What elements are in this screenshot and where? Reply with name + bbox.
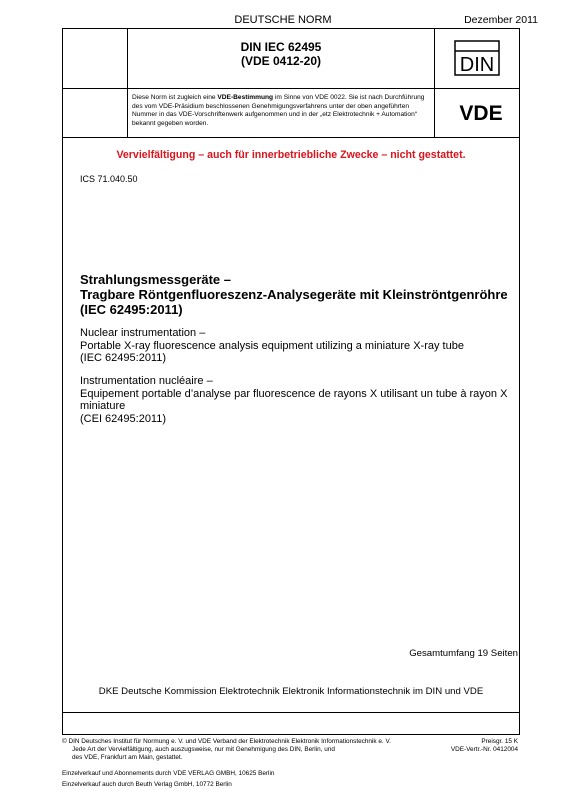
dke-line: DKE Deutsche Kommission Elektrotechnik Elektronik Informationstechnik im DIN und VDE xyxy=(98,686,484,697)
title-fr-line: Instrumentation nucléaire – xyxy=(80,375,213,387)
document-series: DEUTSCHE NORM xyxy=(234,14,332,26)
title-de-line: (IEC 62495:2011) xyxy=(80,302,183,317)
header-divider-right xyxy=(434,28,435,138)
title-de-line: Strahlungsmessgeräte – xyxy=(80,272,232,287)
notice-text-bold: VDE-Bestimmung xyxy=(217,94,274,101)
sales-beuth: Einzelverkauf auch durch Beuth Verlag GmbH, 10772 Berlin xyxy=(62,781,232,788)
din-logo-text: DIN xyxy=(459,54,495,76)
ics-code: ICS 71.040.50 xyxy=(80,174,138,184)
title-german xyxy=(80,272,510,317)
vde-logo xyxy=(446,101,516,123)
total-pages: Gesamtumfang 19 Seiten xyxy=(409,648,518,659)
copyright-line: © DIN Deutsches Institut für Normung e. V. und VDE Verband der Elektrotechnik Elektronik Informationstechnik e. V. xyxy=(62,738,391,745)
copyright-line: des VDE, Frankfurt am Main, gestattet. xyxy=(72,753,183,761)
vde-order-number: VDE-Vertr.-Nr. 0412004 xyxy=(450,745,518,753)
title-en-line: Nuclear instrumentation – xyxy=(80,327,206,339)
notice-text-end: im Sinne von VDE 0022. Sie ist nach Durchführung des vom VDE-Präsidium beschlossenen Genehmigungsverfahrens unter der oben angeführten Nummer in das VDE-Vorschriftenwerk aufgenommen und in der „etz Elektrotechnik + Automation“ bekannt gegeben worden. xyxy=(132,94,425,127)
title-english xyxy=(80,327,510,365)
vde-number: (VDE 0412-20) xyxy=(240,54,322,68)
footer-divider xyxy=(62,712,520,713)
price-group: Preisgr. 15 K xyxy=(481,738,518,745)
copyright-line: Jede Art der Vervielfältigung, auch auszugsweise, nur mit Genehmigung des DIN, Berlin, und xyxy=(72,745,335,753)
publication-date: Dezember 2011 xyxy=(464,14,538,26)
title-fr-line: miniature xyxy=(80,400,126,412)
vde-notice xyxy=(132,94,432,128)
title-de-line: Tragbare Röntgenfluoreszenz-Analysegeräte mit Kleinströntgenröhre xyxy=(80,287,508,302)
standard-number: DIN IEC 62495 xyxy=(240,40,322,54)
title-fr-line: Equipement portable d’analyse par fluorescence de rayons X utilisant un tube à rayon X xyxy=(80,387,508,400)
standard-number-block xyxy=(128,40,434,68)
title-en-line: Portable X-ray fluorescence analysis equipment utilizing a miniature X-ray tube xyxy=(80,339,464,352)
sales-vde: Einzelverkauf und Abonnements durch VDE VERLAG GMBH, 10625 Berlin xyxy=(62,770,275,777)
title-french xyxy=(80,375,510,425)
notice-text-start: Diese Norm ist zugleich eine xyxy=(132,94,218,101)
copyright-notice xyxy=(62,738,442,761)
din-logo xyxy=(454,40,500,76)
title-en-line: (IEC 62495:2011) xyxy=(80,352,167,364)
price-block xyxy=(451,738,518,754)
vde-logo-text: VDE xyxy=(459,102,503,123)
title-fr-line: (CEI 62495:2011) xyxy=(80,412,167,425)
reproduction-warning: Vervielfältigung – auch für innerbetriebliche Zwecke – nicht gestattet. xyxy=(116,149,466,161)
